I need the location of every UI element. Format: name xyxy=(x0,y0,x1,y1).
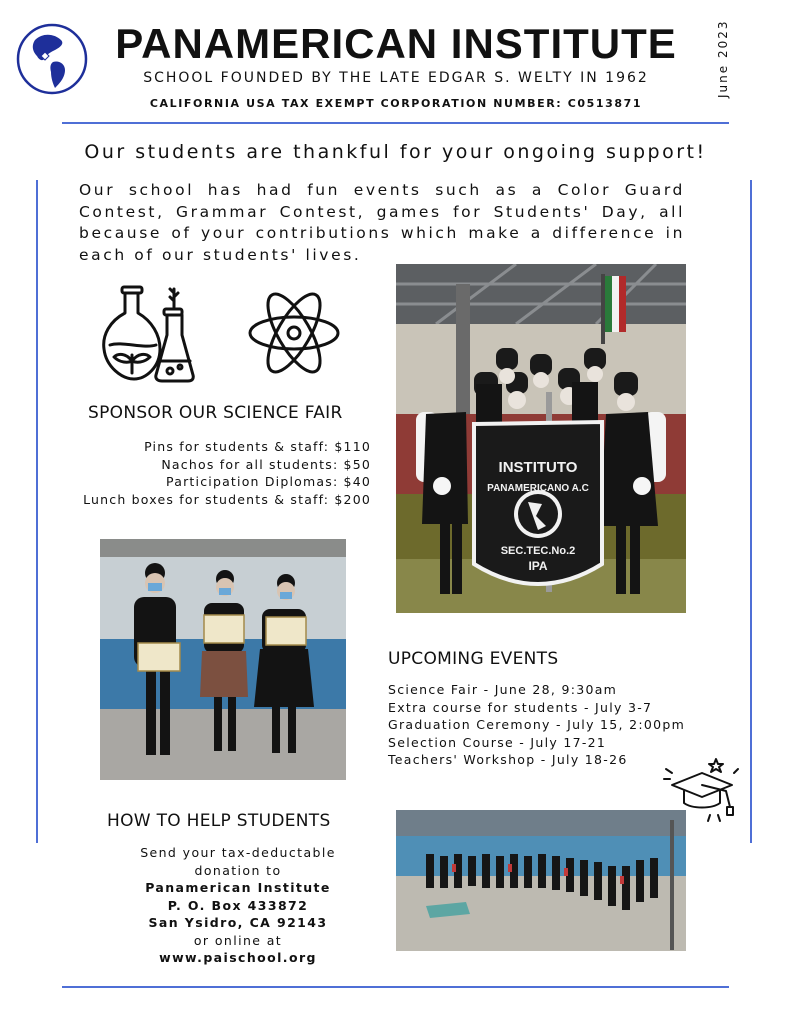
list-item: Graduation Ceremony - July 15, 2:00pm xyxy=(388,717,686,732)
founded-subtitle: SCHOOL FOUNDED BY THE LATE EDGAR S. WELTY IN 1962 xyxy=(143,70,649,86)
banner-line-2: PANAMERICANO A.C xyxy=(487,483,589,494)
donation-info xyxy=(110,844,366,967)
upcoming-events-list xyxy=(388,681,685,769)
science-fair-list xyxy=(83,438,371,508)
list-item: Pins for students & staff: $110 xyxy=(144,439,371,454)
globe-americas-icon xyxy=(15,22,89,96)
city-line: San Ysidro, CA 92143 xyxy=(148,915,328,930)
donation-line-2: donation to xyxy=(194,862,282,878)
tax-exempt-line: CALIFORNIA USA TAX EXEMPT CORPORATION NUMBER: C0513871 xyxy=(149,97,643,110)
list-item: Lunch boxes for students & staff: $200 xyxy=(83,491,371,507)
list-item: Extra course for students - July 3-7 xyxy=(388,699,653,715)
how-to-help-heading: HOW TO HELP STUDENTS xyxy=(107,811,331,831)
list-item: Science Fair - June 28, 9:30am xyxy=(388,682,618,697)
po-box: P. O. Box 433872 xyxy=(167,897,309,913)
upcoming-events-heading: UPCOMING EVENTS xyxy=(388,649,559,669)
issue-date: June 2023 xyxy=(716,19,730,98)
donation-line-1: Send your tax-deductable xyxy=(140,845,336,860)
color-guard-photo xyxy=(396,264,686,613)
right-border xyxy=(750,180,752,843)
courtyard-group-photo xyxy=(396,810,686,951)
list-item: Nachos for all students: $50 xyxy=(161,456,371,472)
banner-line-4: IPA xyxy=(528,559,548,573)
intro-paragraph: Our school has had fun events such as a Color Guard Contest, Grammar Contest, games for Students' Day, all because of your contributions which make a difference in each of our students' lives. xyxy=(79,181,685,264)
science-fair-heading: SPONSOR OUR SCIENCE FAIR xyxy=(88,403,343,423)
school-logo xyxy=(15,22,89,96)
chemistry-flasks-icon xyxy=(100,283,196,383)
website-link[interactable]: www.paischool.org xyxy=(159,950,317,965)
banner-line-1: INSTITUTO xyxy=(498,459,578,476)
thanks-heading: Our students are thankful for your ongoing support! xyxy=(84,141,707,163)
online-label: or online at xyxy=(193,932,283,948)
list-item: Teachers' Workshop - July 18-26 xyxy=(388,752,628,767)
school-title: PANAMERICAN INSTITUTE xyxy=(115,20,677,67)
diploma-students-photo xyxy=(100,539,346,780)
list-item: Participation Diplomas: $40 xyxy=(166,474,371,489)
header-divider xyxy=(62,122,729,124)
left-border xyxy=(36,180,38,843)
footer-divider xyxy=(62,986,729,988)
list-item: Selection Course - July 17-21 xyxy=(388,734,607,750)
org-name: Panamerican Institute xyxy=(145,880,331,895)
banner-line-3: SEC.TEC.No.2 xyxy=(500,545,576,557)
atom-icon xyxy=(246,284,342,382)
